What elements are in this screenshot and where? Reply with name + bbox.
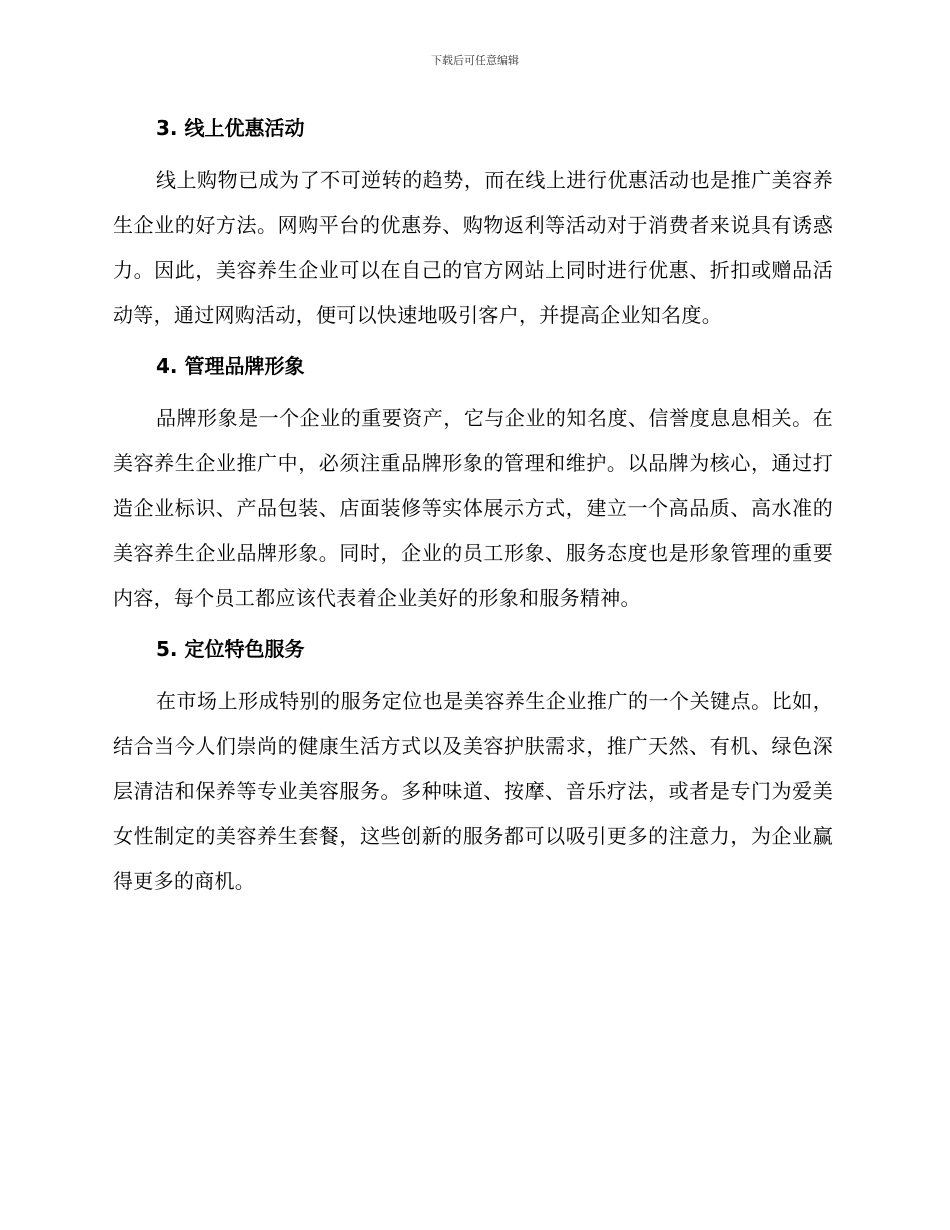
section-heading: 5. 定位特色服务 xyxy=(156,637,305,661)
section-heading: 4. 管理品牌形象 xyxy=(156,354,305,378)
section-featured-services xyxy=(113,633,833,904)
section-heading: 3. 线上优惠活动 xyxy=(156,116,305,140)
section-paragraph: 品牌形象是一个企业的重要资产，它与企业的知名度、信誉度息息相关。在美容养生企业推广中，必须注重品牌形象的管理和维护。以品牌为核心，通过打造企业标识、产品包装、店面装修等实体展示方式，建立一个高品质、高水准的美容养生企业品牌形象。同时，企业的员工形象、服务态度也是形象管理的重要内容，每个员工都应该代表着企业美好的形象和服务精神。 xyxy=(113,406,833,610)
section-brand-image xyxy=(113,350,833,621)
page-header-note: 下载后可任意编辑 xyxy=(431,54,519,67)
section-paragraph: 线上购物已成为了不可逆转的趋势，而在线上进行优惠活动也是推广美容养生企业的好方法。网购平台的优惠券、购物返利等活动对于消费者来说具有诱惑力。因此，美容养生企业可以在自己的官方网站上同时进行优惠、折扣或赠品活动等，通过网购活动，便可以快速地吸引客户，并提高企业知名度。 xyxy=(113,168,833,327)
section-online-promotions xyxy=(113,112,833,338)
document-body xyxy=(113,112,833,904)
section-paragraph: 在市场上形成特别的服务定位也是美容养生企业推广的一个关键点。比如，结合当今人们崇尚的健康生活方式以及美容护肤需求，推广天然、有机、绿色深层清洁和保养等专业美容服务。多种味道、按摩、音乐疗法，或者是专门为爱美女性制定的美容养生套餐，这些创新的服务都可以吸引更多的注意力，为企业赢得更多的商机。 xyxy=(113,689,833,893)
